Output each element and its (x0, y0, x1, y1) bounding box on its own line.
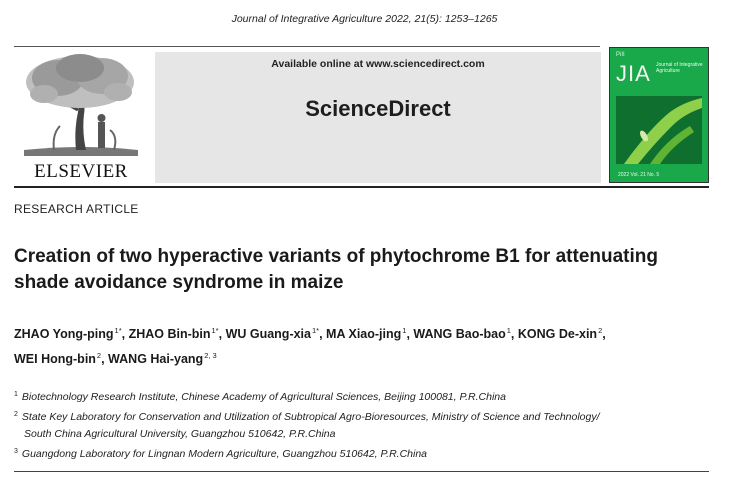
journal-citation: Journal of Integrative Agriculture 2022, 21(5): 1253–1265 (231, 13, 498, 25)
affiliation-list (14, 386, 719, 463)
author[interactable]: WEI Hong-bin$^2$ (14, 351, 102, 366)
elsevier-logo[interactable] (14, 50, 148, 186)
article-title: Creation of two hyperactive variants of phytochrome B1 for attenuating shade avoidance syndrome in maize (14, 246, 658, 293)
cover-badge: PiII (616, 52, 625, 58)
header-rule (14, 46, 600, 47)
author[interactable]: ZHAO Yong-ping$^{1*}$ (14, 326, 122, 341)
cover-abbrev: JIA (616, 61, 651, 86)
section-rule (14, 471, 709, 472)
author[interactable]: KONG De-xin$^2$ (517, 326, 603, 341)
journal-cover[interactable] (609, 47, 709, 183)
publisher-name: ELSEVIER (34, 161, 128, 182)
affiliation-2: $^2$ State Key Laboratory for Conservation and Utilization of Subtropical Agro-Bioresources, Ministry of Science and Technology/ (14, 411, 600, 423)
author[interactable]: WANG Bao-bao$^1$ (413, 326, 511, 341)
affiliation-2-continued: South China Agricultural University, Guangzhou 510642, P.R.China (24, 428, 336, 440)
cover-journal-name: Journal of Integrative Agriculture (656, 62, 703, 74)
author-list: ZHAO Yong-ping$^{1*}$, ZHAO Bin-bin$^{1*}$, WU Guang-xia$^{1*}$, MA Xiao-jing$^1$, WANG Bao-bao$^1$, KONG De-xin$^2$, WEI Hong-bin$^2$, WANG Hai-yang$^{2, 3}$ (14, 326, 606, 366)
available-online-text: Available online at www.sciencedirect.com (271, 58, 485, 70)
cover-leaf-image (610, 48, 708, 182)
elsevier-tree-icon (14, 50, 148, 158)
author[interactable]: ZHAO Bin-bin$^{1*}$ (128, 326, 219, 341)
author[interactable]: MA Xiao-jing$^1$ (326, 326, 407, 341)
author[interactable]: WU Guang-xia$^{1*}$ (225, 326, 320, 341)
sciencedirect-title: ScienceDirect (305, 96, 451, 121)
masthead-rule (14, 186, 709, 188)
article-type: RESEARCH ARTICLE (14, 202, 139, 216)
affiliation-3: $^3$ Guangdong Laboratory for Lingnan Modern Agriculture, Guangzhou 510642, P.R.China (14, 448, 428, 460)
author[interactable]: WANG Hai-yang$^{2, 3}$ (108, 351, 217, 366)
sciencedirect-banner[interactable] (155, 52, 601, 183)
cover-issue: 2022 Vol. 21 No. 5 (618, 172, 660, 178)
affiliation-1: $^1$ Biotechnology Research Institute, Chinese Academy of Agricultural Sciences, Beijing 100081, P.R.China (14, 391, 506, 403)
